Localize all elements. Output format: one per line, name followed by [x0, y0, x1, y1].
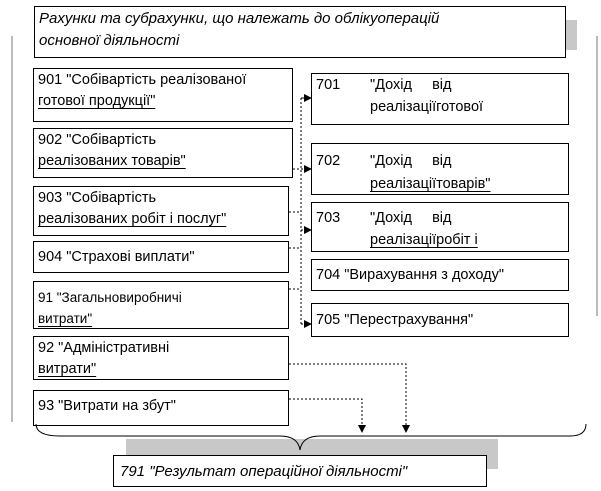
account-91-line-2: витрати"	[38, 311, 93, 326]
account-92-line-2: витрати"	[38, 361, 97, 377]
title-line-1: Рахунки та субрахунки, що належать до облікуоперацій	[39, 10, 440, 27]
account-902-line-1: 902 "Собівартість	[38, 132, 157, 148]
account-703-line-2: реалізаціїробіт і	[370, 232, 478, 248]
account-705-line-1: 705 "Перестрахування"	[316, 312, 474, 328]
title-line-2: основної діяльності	[39, 32, 180, 49]
account-93-line-1: 93 "Витрати на збут"	[38, 398, 176, 414]
account-901-line-1: 901 "Собівартість реалізованої	[38, 72, 247, 88]
account-701-number: 701	[316, 77, 341, 93]
arrow-93-to-result	[289, 399, 362, 432]
account-904-line-1: 904 "Страхові виплати"	[38, 249, 195, 265]
account-702-line-1: "Дохід від	[370, 153, 452, 169]
arrow-92-to-result	[289, 364, 406, 432]
account-903-line-1: 903 "Собівартість	[38, 190, 157, 206]
account-901-line-2: готової продукції"	[38, 93, 156, 109]
account-703-line-1: "Дохід від	[370, 210, 452, 226]
account-902-line-2: реалізованих товарів"	[38, 153, 186, 169]
account-702-line-2: реалізаціїтоварів"	[370, 176, 491, 192]
account-903-line-2: реалізованих робіт і послуг"	[38, 211, 227, 227]
account-91-line-1: 91 "Загальновиробничі	[38, 290, 182, 305]
result-label: 791 "Результат операційної діяльності"	[120, 463, 408, 480]
account-703-number: 703	[316, 210, 341, 226]
account-702-number: 702	[316, 153, 341, 169]
account-92-line-1: 92 "Адміністративні	[38, 340, 170, 356]
bottom-brace	[36, 424, 586, 450]
account-701-line-2: реалізаціїготової	[370, 99, 484, 115]
account-704-line-1: 704 "Вирахування з доходу"	[316, 267, 504, 283]
account-701-line-1: "Дохід від	[370, 77, 452, 93]
